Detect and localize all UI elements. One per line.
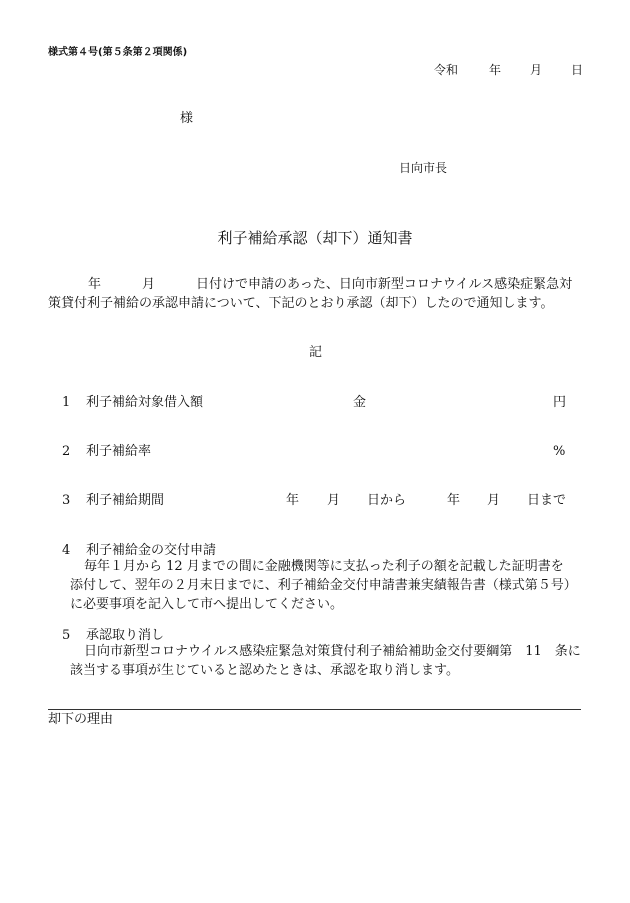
item3-label: 利子補給期間: [86, 493, 165, 508]
item4-number: 4: [62, 543, 71, 558]
item3-month2: 月: [487, 493, 501, 508]
item4-line2: 添付して、翌年の２月末日までに、利子補給金交付申請書兼実績報告書（様式第５号）: [70, 578, 577, 593]
item5-label: 承認取り消し: [86, 628, 165, 643]
item5-line2: 該当する事項が生じていると認めたときは、承認を取り消します。: [70, 663, 459, 678]
item1-unit: 円: [553, 395, 567, 410]
item3-year1: 年: [286, 493, 300, 508]
item1-prefix: 金: [353, 395, 367, 410]
issuer-name: 日向市長: [399, 161, 448, 175]
item4-line1: 毎年１月から 12 月までの間に金融機関等に支払った利子の額を記載した証明書を: [84, 559, 564, 574]
item1-number: 1: [62, 395, 71, 410]
item4-line3: に必要事項を記入して市へ提出してください。: [70, 597, 344, 612]
item2-label: 利子補給率: [86, 444, 152, 459]
item3-year2: 年: [447, 493, 461, 508]
intro-month-label: 月: [142, 277, 156, 292]
date-era: 令和: [434, 63, 459, 77]
intro-line1: 日付けで申請のあった、日向市新型コロナウイルス感染症緊急対: [196, 277, 573, 292]
date-year-label: 年: [489, 63, 502, 77]
item3-number: 3: [62, 493, 71, 508]
document-title: 利子補給承認（却下）通知書: [217, 229, 413, 247]
divider: [48, 709, 581, 710]
addressee-suffix: 様: [180, 111, 194, 126]
item4-label: 利子補給金の交付申請: [86, 543, 217, 558]
item1-label: 利子補給対象借入額: [86, 395, 204, 410]
item2-unit: %: [553, 444, 566, 459]
intro-line2: 策貸付利子補給の承認申請について、下記のとおり承認（却下）したので通知します。: [48, 296, 554, 311]
rejection-reason-label: 却下の理由: [48, 712, 114, 727]
item3-day-to: 日まで: [527, 493, 567, 508]
item5-number: 5: [62, 628, 71, 643]
date-month-label: 月: [530, 63, 543, 77]
item3-month1: 月: [327, 493, 341, 508]
date-day-label: 日: [571, 63, 584, 77]
item2-number: 2: [62, 444, 71, 459]
ki-heading: 記: [309, 345, 323, 360]
item5-line1: 日向市新型コロナウイルス感染症緊急対策貸付利子補給補助金交付要綱第 11 条に: [84, 644, 581, 659]
item3-day-from: 日から: [367, 493, 407, 508]
intro-year-label: 年: [88, 277, 102, 292]
form-number: 様式第４号(第５条第２項関係): [48, 47, 188, 58]
